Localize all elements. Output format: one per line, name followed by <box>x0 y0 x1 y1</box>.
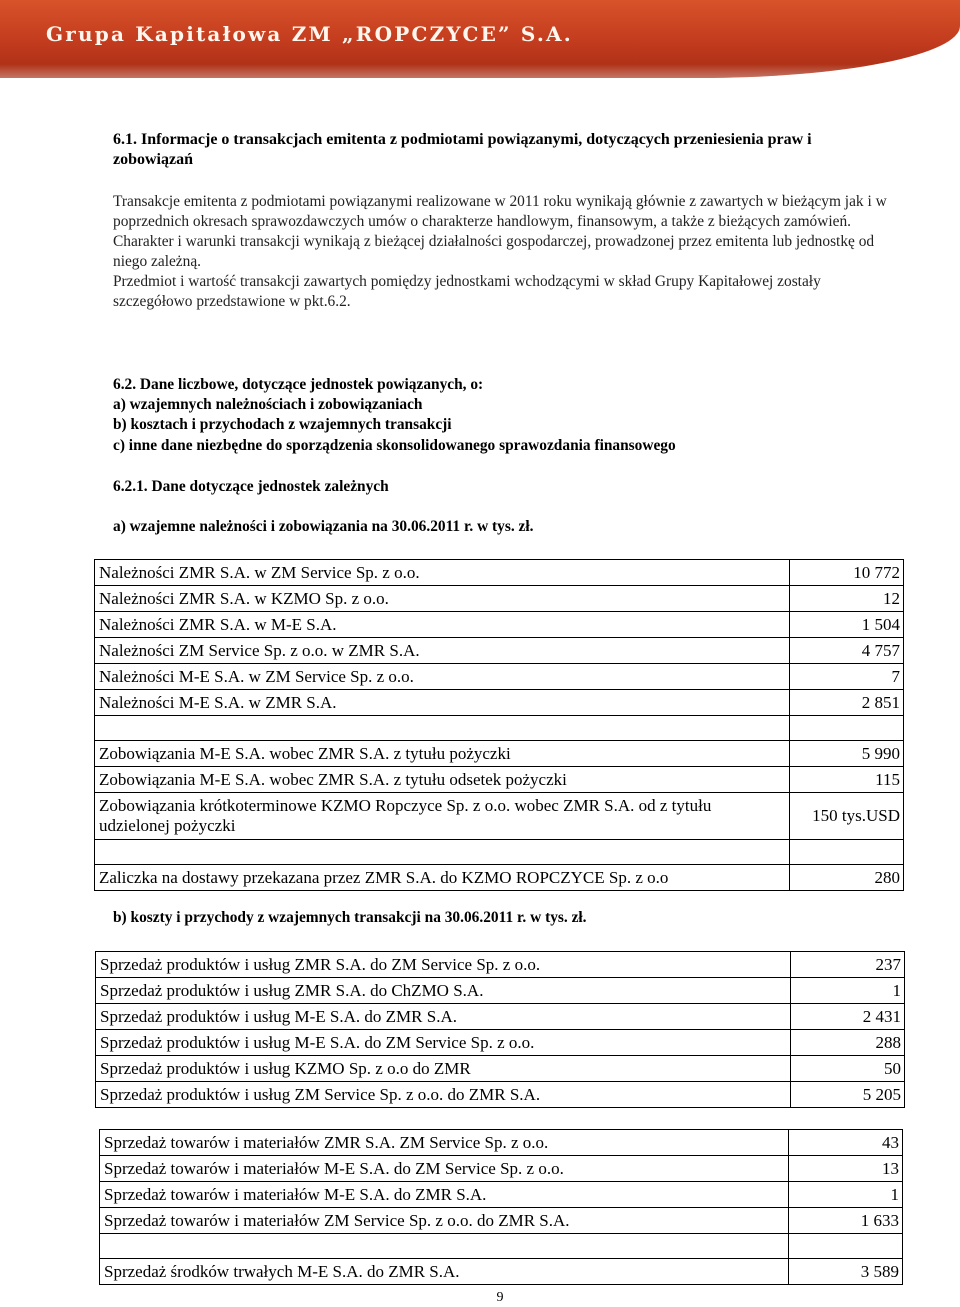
row-label: Zobowiązania M-E S.A. wobec ZMR S.A. z tytułu odsetek pożyczki <box>95 767 790 793</box>
paragraph: Transakcje emitenta z podmiotami powiązanymi realizowane w 2011 roku wynikają głównie z zawartych w bieżącym jak i w poprzednich okresach sprawozdawczych umów o charakterze handlowym, finansowym, a także z bieżących zamówień. <box>113 193 887 230</box>
goods-materials-table <box>99 1129 903 1285</box>
row-value: 280 <box>790 865 904 891</box>
row-label: Sprzedaż towarów i materiałów ZMR S.A. ZM Service Sp. z o.o. <box>100 1130 789 1156</box>
row-value <box>790 840 904 865</box>
row-label: Sprzedaż produktów i usług ZM Service Sp. z o.o. do ZMR S.A. <box>96 1082 791 1108</box>
table-row <box>95 741 904 767</box>
row-label: Zobowiązania M-E S.A. wobec ZMR S.A. z tytułu pożyczki <box>95 741 790 767</box>
receivables-liabilities-table <box>94 559 904 891</box>
row-label: Należności M-E S.A. w ZM Service Sp. z o.o. <box>95 664 790 690</box>
row-label: Sprzedaż środków trwałych M-E S.A. do ZMR S.A. <box>100 1259 789 1285</box>
table-row-empty <box>100 1234 903 1259</box>
row-value: 1 633 <box>789 1208 903 1234</box>
row-label: Sprzedaż produktów i usług KZMO Sp. z o.o do ZMR <box>96 1056 791 1082</box>
row-label <box>95 840 790 865</box>
header-banner <box>0 0 960 78</box>
row-value: 5 990 <box>790 741 904 767</box>
table-row <box>96 1030 905 1056</box>
row-value: 43 <box>789 1130 903 1156</box>
row-value: 115 <box>790 767 904 793</box>
section-6-2-title: 6.2. Dane liczbowe, dotyczące jednostek powiązanych, o: <box>113 376 484 393</box>
section-6-2-item-b: b) kosztach i przychodach z wzajemnych transakcji <box>113 416 452 433</box>
page-number: 9 <box>496 1290 504 1305</box>
row-value <box>790 716 904 741</box>
section-6-1-body <box>113 192 893 312</box>
row-label: Należności ZMR S.A. w KZMO Sp. z o.o. <box>95 586 790 612</box>
section-6-2-item-a: a) wzajemnych należnościach i zobowiązaniach <box>113 396 423 413</box>
paragraph: Przedmiot i wartość transakcji zawartych pomiędzy jednostkami wchodzącymi w skład Grupy Kapitałowej zostały szczegółowo przedstawione w pkt.6.2. <box>113 273 821 310</box>
paragraph: Charakter i warunki transakcji wynikają z bieżącej działalności gospodarczej, prowadzonej przez emitenta lub jednostkę od niego zależną. <box>113 233 875 270</box>
row-value: 12 <box>790 586 904 612</box>
row-label <box>100 1234 789 1259</box>
table-row <box>95 586 904 612</box>
table-row <box>95 664 904 690</box>
row-label: Należności ZMR S.A. w ZM Service Sp. z o.o. <box>95 560 790 586</box>
row-label: Sprzedaż produktów i usług ZMR S.A. do ZM Service Sp. z o.o. <box>96 952 791 978</box>
table-row <box>95 793 904 840</box>
row-value: 1 504 <box>790 612 904 638</box>
row-value: 5 205 <box>791 1082 905 1108</box>
row-label: Sprzedaż produktów i usług M-E S.A. do ZMR S.A. <box>96 1004 791 1030</box>
section-6-2-item-c: c) inne dane niezbędne do sporządzenia skonsolidowanego sprawozdania finansowego <box>113 437 676 454</box>
table-row <box>95 767 904 793</box>
row-label: Sprzedaż towarów i materiałów ZM Service Sp. z o.o. do ZMR S.A. <box>100 1208 789 1234</box>
table-row <box>95 560 904 586</box>
row-value: 1 <box>789 1182 903 1208</box>
table-row-empty <box>95 716 904 741</box>
row-value <box>789 1234 903 1259</box>
row-value: 3 589 <box>789 1259 903 1285</box>
row-value: 4 757 <box>790 638 904 664</box>
row-value: 1 <box>791 978 905 1004</box>
row-value: 237 <box>791 952 905 978</box>
section-6-1-title: 6.1. Informacje o transakcjach emitenta z podmiotami powiązanymi, dotyczących przeniesienia praw i zobowiązań <box>113 131 812 168</box>
row-label: Sprzedaż towarów i materiałów M-E S.A. do ZMR S.A. <box>100 1182 789 1208</box>
table-row <box>95 638 904 664</box>
row-value: 2 431 <box>791 1004 905 1030</box>
row-value: 7 <box>790 664 904 690</box>
table-row <box>96 1004 905 1030</box>
table-row <box>96 1056 905 1082</box>
row-label <box>95 716 790 741</box>
table-row <box>100 1182 903 1208</box>
table-row <box>96 952 905 978</box>
row-value: 288 <box>791 1030 905 1056</box>
row-label: Należności ZMR S.A. w M-E S.A. <box>95 612 790 638</box>
row-value: 10 772 <box>790 560 904 586</box>
row-value: 50 <box>791 1056 905 1082</box>
table-row <box>100 1259 903 1285</box>
row-label: Zobowiązania krótkoterminowe KZMO Ropczyce Sp. z o.o. wobec ZMR S.A. od z tytułu udzielonej pożyczki <box>95 793 790 840</box>
row-value: 2 851 <box>790 690 904 716</box>
row-label: Należności M-E S.A. w ZMR S.A. <box>95 690 790 716</box>
row-label: Należności ZM Service Sp. z o.o. w ZMR S.A. <box>95 638 790 664</box>
table-row-empty <box>95 840 904 865</box>
company-title: Grupa Kapitałowa ZM „ROPCZYCE” S.A. <box>46 22 573 46</box>
table-row <box>100 1156 903 1182</box>
table-row <box>95 612 904 638</box>
row-label: Zaliczka na dostawy przekazana przez ZMR S.A. do KZMO ROPCZYCE Sp. z o.o <box>95 865 790 891</box>
section-6-2-1-title: 6.2.1. Dane dotyczące jednostek zależnych <box>113 478 389 495</box>
row-label: Sprzedaż towarów i materiałów M-E S.A. do ZM Service Sp. z o.o. <box>100 1156 789 1182</box>
part-b-heading: b) koszty i przychody z wzajemnych transakcji na 30.06.2011 r. w tys. zł. <box>113 909 587 926</box>
table-row <box>95 865 904 891</box>
table-row <box>96 978 905 1004</box>
row-value: 13 <box>789 1156 903 1182</box>
table-row <box>100 1208 903 1234</box>
row-value: 150 tys.USD <box>790 793 904 840</box>
table-row <box>96 1082 905 1108</box>
costs-revenues-table <box>95 951 905 1108</box>
table-row <box>95 690 904 716</box>
table-row <box>100 1130 903 1156</box>
part-a-heading: a) wzajemne należności i zobowiązania na 30.06.2011 r. w tys. zł. <box>113 518 534 535</box>
row-label: Sprzedaż produktów i usług ZMR S.A. do ChZMO S.A. <box>96 978 791 1004</box>
row-label: Sprzedaż produktów i usług M-E S.A. do ZM Service Sp. z o.o. <box>96 1030 791 1056</box>
